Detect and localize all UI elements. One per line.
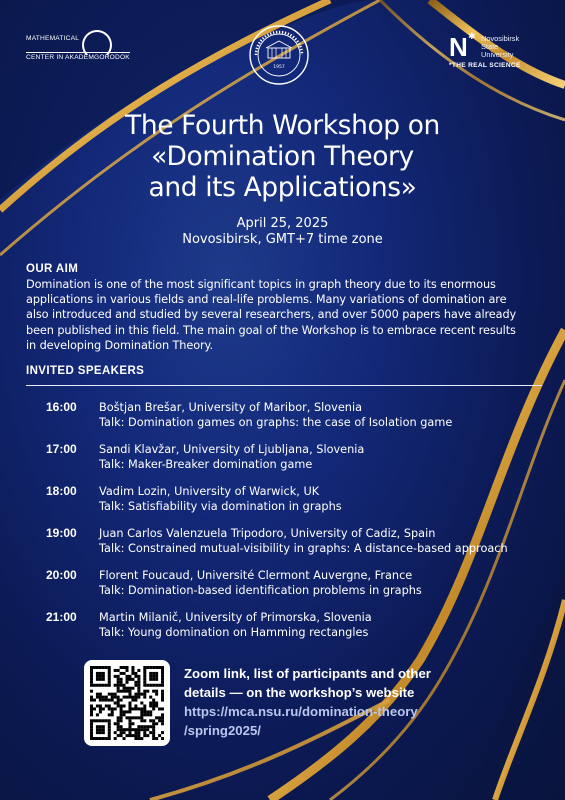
nsu-name-line1: Novosibirsk: [481, 34, 520, 43]
title-line1: The Fourth Workshop on: [125, 110, 440, 141]
slot-time: 21:00: [46, 610, 77, 624]
qr-code[interactable]: [84, 660, 170, 746]
website-link-line1[interactable]: https://mca.nsu.ru/domination-theory: [184, 704, 418, 719]
seal-year: 1957: [273, 65, 285, 70]
website-link-line2[interactable]: /spring2025/: [184, 723, 261, 738]
website-link[interactable]: [184, 702, 554, 740]
title-line2: «Domination Theory: [151, 141, 414, 172]
aim-line: in developing Domination Theory.: [26, 338, 214, 352]
schedule-row: [0, 442, 565, 476]
slot-talk: Talk: Domination-based identification problems in graphs: [99, 584, 422, 597]
slot-talk: Talk: Satisfiability via domination in graphs: [99, 500, 342, 513]
schedule-row: [0, 400, 565, 434]
aim-paragraph: [26, 277, 551, 353]
divider: [26, 385, 542, 386]
website-info: [184, 664, 554, 740]
footer-line2: details — on the workshop’s website: [184, 685, 415, 700]
aim-heading: OUR AIM: [26, 263, 79, 275]
nsu-slogan: *THE REAL SCIENCE: [449, 62, 521, 69]
slot-talk: Talk: Constrained mutual-visibility in graphs: A distance-based approach: [99, 542, 508, 555]
logo-left-line2: CENTER IN AKADEMGORODOK: [26, 54, 130, 61]
star-icon: ✱: [468, 32, 476, 42]
slot-speaker: Sandi Klavžar, University of Ljubljana, Slovenia: [99, 443, 365, 456]
footer-line1: Zoom link, list of participants and other: [184, 666, 431, 681]
event-date: April 25, 2025: [236, 216, 329, 231]
qr-code-icon: [90, 666, 164, 740]
slot-talk: Talk: Domination games on graphs: the case of Isolation game: [99, 416, 453, 429]
nsu-name-line3: University: [481, 50, 514, 59]
slot-speaker: Juan Carlos Valenzuela Tripodoro, University of Cadiz, Spain: [99, 527, 436, 540]
slot-speaker: Florent Foucaud, Université Clermont Auvergne, France: [99, 569, 413, 582]
ring-icon: [82, 30, 112, 60]
aim-line: been published in this field. The main goal of the Workshop is to embrace recent results: [26, 323, 516, 337]
schedule-row: [0, 526, 565, 560]
schedule-row: [0, 610, 565, 644]
university-seal-icon: [248, 24, 310, 86]
event-place: Novosibirsk, GMT+7 time zone: [182, 232, 383, 247]
schedule-row: [0, 484, 565, 518]
logo-left-line1: MATHEMATICAL: [26, 35, 80, 42]
mathematical-center-logo: [26, 34, 130, 63]
slot-speaker: Martin Milanič, University of Primorska, Slovenia: [99, 611, 372, 624]
slot-time: 16:00: [46, 400, 77, 414]
slot-time: 18:00: [46, 484, 77, 498]
slot-talk: Talk: Young domination on Hamming rectangles: [99, 626, 369, 639]
slot-speaker: Boštjan Brešar, University of Maribor, Slovenia: [99, 401, 363, 414]
aim-line: Domination is one of the most significant topics in graph theory due to its enormous: [26, 278, 496, 291]
title-line3: and its Applications»: [148, 172, 417, 203]
slot-time: 17:00: [46, 442, 77, 456]
speakers-heading: INVITED SPEAKERS: [26, 365, 145, 377]
slot-time: 19:00: [46, 526, 77, 540]
slot-speaker: Vadim Lozin, University of Warwick, UK: [99, 485, 320, 498]
slot-talk: Talk: Maker-Breaker domination game: [99, 458, 313, 471]
nsu-name-line2: State: [481, 42, 499, 51]
aim-line: also introduced and studied by several researchers, and over 5000 papers have already: [26, 308, 517, 322]
nsu-mark: N: [449, 32, 468, 62]
schedule-row: [0, 568, 565, 602]
workshop-title: [0, 110, 565, 203]
event-info: [0, 216, 565, 248]
slot-time: 20:00: [46, 568, 77, 582]
aim-line: applications in various fields and real-life problems. Many variations of domination are: [26, 293, 507, 307]
nsu-name: [481, 35, 551, 59]
